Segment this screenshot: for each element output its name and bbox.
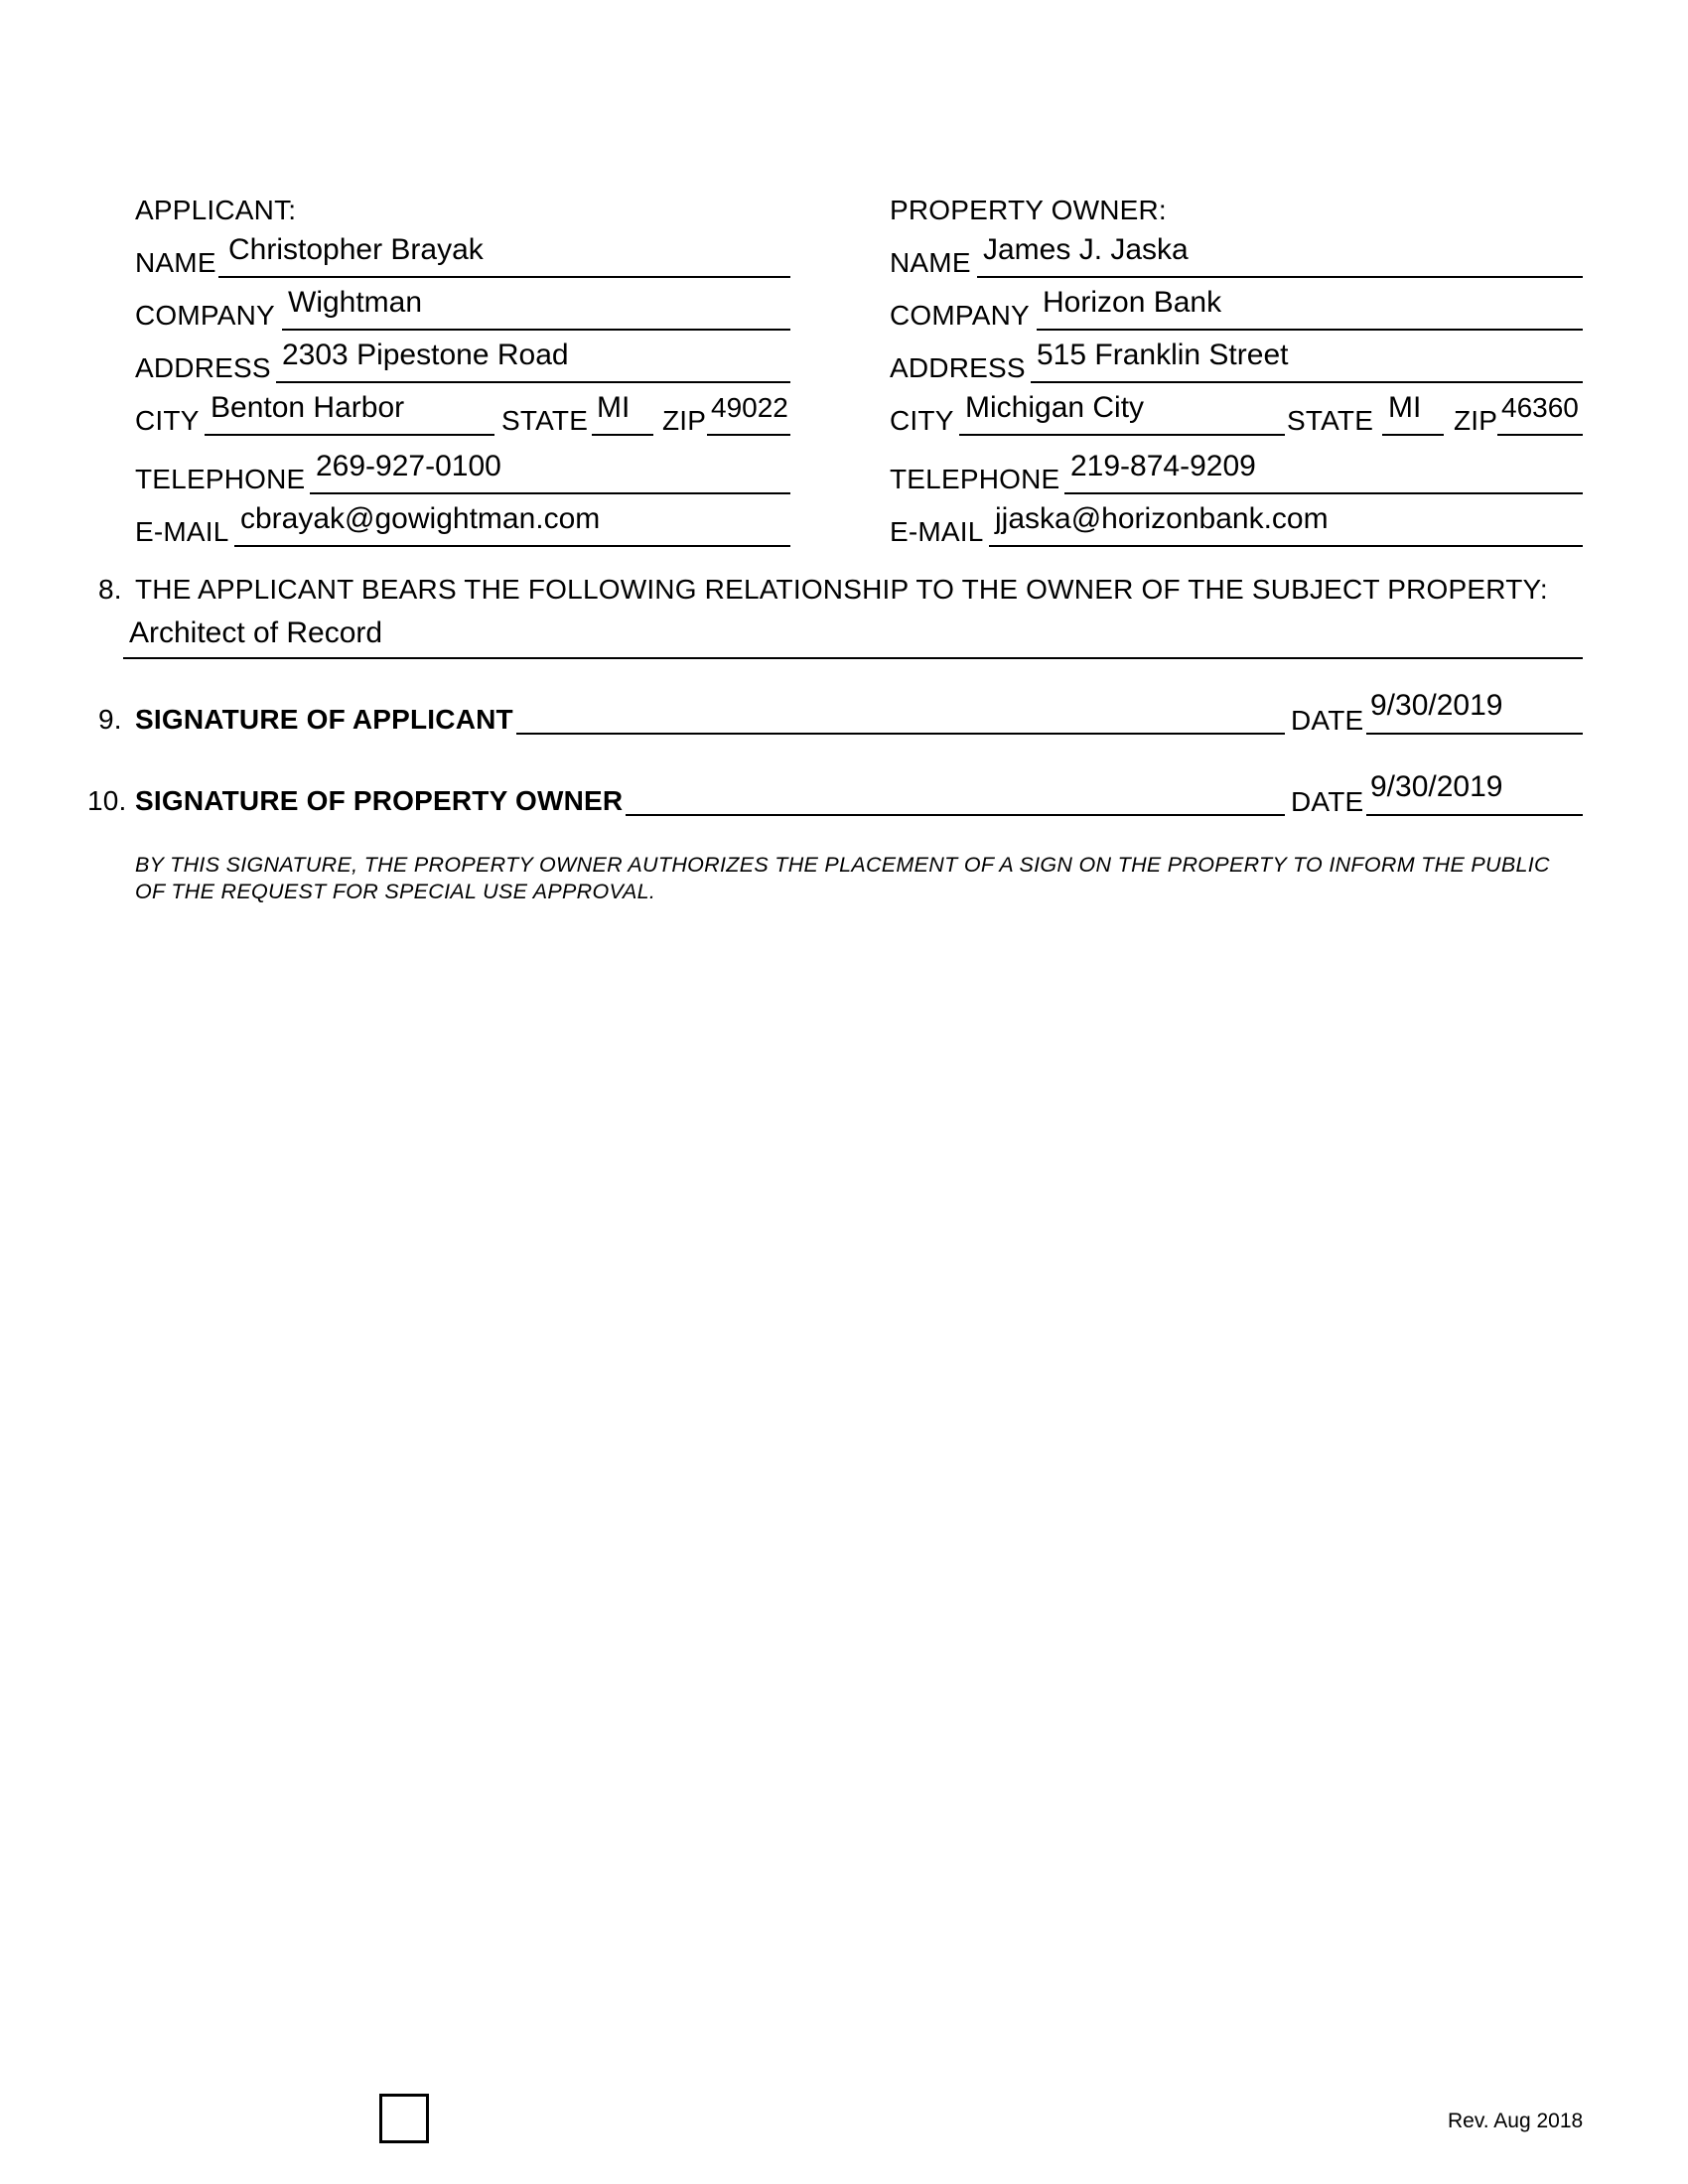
owner-state-label: STATE	[1287, 405, 1374, 436]
owner-name-value[interactable]: James J. Jaska	[983, 233, 1189, 266]
applicant-signature-label: SIGNATURE OF APPLICANT	[135, 704, 513, 735]
owner-name-label: NAME	[890, 247, 971, 278]
owner-city-label: CITY	[890, 405, 954, 436]
applicant-telephone-label: TELEPHONE	[135, 464, 306, 494]
owner-city-value[interactable]: Michigan City	[965, 391, 1145, 424]
item-8-question: THE APPLICANT BEARS THE FOLLOWING RELATIONSHIP TO THE OWNER OF THE SUBJECT PROPERTY:	[135, 574, 1548, 605]
applicant-email-value[interactable]: cbrayak@gowightman.com	[240, 502, 601, 535]
owner-company-label: COMPANY	[890, 300, 1030, 331]
owner-company-underline	[1037, 329, 1583, 331]
owner-telephone-underline	[1064, 492, 1583, 494]
applicant-heading: APPLICANT:	[135, 195, 297, 225]
revision-label: Rev. Aug 2018	[1448, 2110, 1584, 2132]
owner-telephone-value[interactable]: 219-874-9209	[1070, 450, 1256, 482]
applicant-telephone-value[interactable]: 269-927-0100	[316, 450, 501, 482]
applicant-state-value[interactable]: MI	[597, 391, 631, 424]
owner-date-value[interactable]: 9/30/2019	[1370, 770, 1503, 803]
applicant-state-label: STATE	[501, 405, 589, 436]
owner-city-underline	[959, 434, 1285, 436]
item-10-number: 10.	[87, 785, 127, 816]
owner-email-value[interactable]: jjaska@horizonbank.com	[995, 502, 1329, 535]
applicant-zip-value[interactable]: 49022	[711, 392, 788, 423]
applicant-city-label: CITY	[135, 405, 200, 436]
applicant-address-label: ADDRESS	[135, 352, 271, 383]
applicant-zip-underline	[707, 434, 790, 436]
item-9-number: 9.	[98, 704, 122, 735]
authorization-note: BY THIS SIGNATURE, THE PROPERTY OWNER AUTHORIZES THE PLACEMENT OF A SIGN ON THE PROPERTY TO INFORM THE PUBLIC OF THE REQUEST FOR SPECIAL USE APPROVAL.	[135, 853, 1550, 903]
applicant-date-underline	[1366, 733, 1583, 735]
applicant-name-value[interactable]: Christopher Brayak	[228, 233, 484, 266]
owner-email-underline	[989, 545, 1583, 547]
owner-company-value[interactable]: Horizon Bank	[1043, 286, 1222, 319]
relationship-value[interactable]: Architect of Record	[129, 616, 383, 649]
owner-address-label: ADDRESS	[890, 352, 1026, 383]
owner-name-underline	[977, 276, 1583, 278]
applicant-email-underline	[234, 545, 790, 547]
applicant-date-value[interactable]: 9/30/2019	[1370, 689, 1503, 722]
owner-zip-value[interactable]: 46360	[1501, 392, 1579, 423]
applicant-date-label: DATE	[1291, 705, 1364, 736]
owner-date-label: DATE	[1291, 786, 1364, 817]
owner-telephone-label: TELEPHONE	[890, 464, 1060, 494]
applicant-email-label: E-MAIL	[135, 516, 229, 547]
applicant-address-value[interactable]: 2303 Pipestone Road	[282, 339, 569, 371]
applicant-company-value[interactable]: Wightman	[288, 286, 423, 319]
applicant-telephone-underline	[310, 492, 790, 494]
owner-email-label: E-MAIL	[890, 516, 984, 547]
owner-state-value[interactable]: MI	[1388, 391, 1422, 424]
owner-state-underline	[1382, 434, 1444, 436]
applicant-city-value[interactable]: Benton Harbor	[211, 391, 405, 424]
applicant-signature-line[interactable]	[516, 733, 1285, 735]
applicant-name-label: NAME	[135, 247, 216, 278]
applicant-city-underline	[205, 434, 494, 436]
applicant-zip-label: ZIP	[662, 405, 707, 436]
owner-zip-label: ZIP	[1454, 405, 1498, 436]
owner-date-underline	[1366, 814, 1583, 816]
applicant-address-underline	[276, 381, 790, 383]
applicant-company-underline	[282, 329, 790, 331]
page-checkbox[interactable]	[379, 2094, 429, 2143]
owner-address-underline	[1031, 381, 1583, 383]
applicant-name-underline	[218, 276, 790, 278]
owner-zip-underline	[1497, 434, 1583, 436]
owner-signature-line[interactable]	[626, 814, 1285, 816]
applicant-company-label: COMPANY	[135, 300, 275, 331]
item-8-number: 8.	[98, 574, 122, 605]
owner-signature-label: SIGNATURE OF PROPERTY OWNER	[135, 785, 624, 816]
owner-heading: PROPERTY OWNER:	[890, 195, 1167, 225]
applicant-state-underline	[592, 434, 653, 436]
owner-address-value[interactable]: 515 Franklin Street	[1037, 339, 1289, 371]
relationship-underline	[123, 657, 1583, 659]
